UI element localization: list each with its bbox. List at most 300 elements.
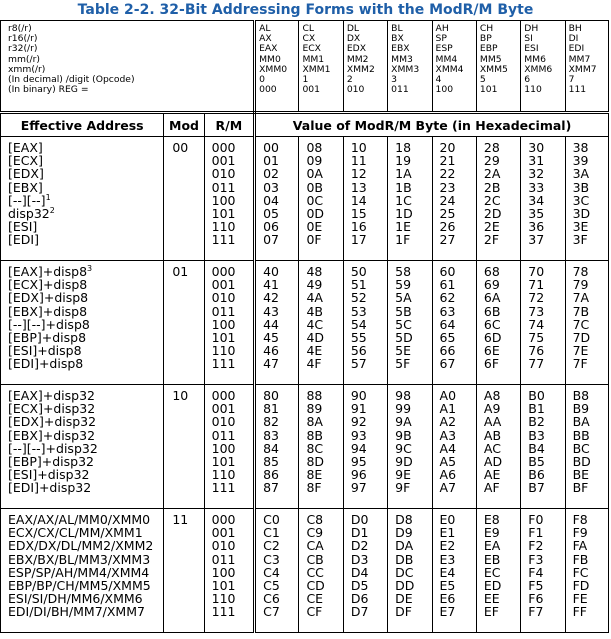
hex-value: 3C [572, 192, 590, 208]
rm-value: 010 [211, 166, 236, 182]
reg-column-entry: SP [435, 33, 447, 45]
reg-column-entry: 100 [435, 84, 454, 96]
rm-value: 010 [211, 414, 236, 430]
hex-value: 62 [439, 290, 456, 306]
hex-value: EA [483, 538, 501, 554]
hex-value: BC [572, 440, 590, 456]
hex-value: 4E [306, 343, 323, 359]
hex-value: F3 [528, 551, 544, 567]
hex-value: 5A [395, 290, 412, 306]
hex-value: A0 [439, 388, 457, 403]
reg-column-entry: BX [391, 33, 404, 45]
hex-value: C3 [263, 551, 280, 567]
hex-value: 33 [528, 179, 545, 195]
hex-value: 2E [483, 219, 500, 235]
hex-value: A3 [439, 427, 457, 443]
hex-value: 28 [483, 140, 500, 155]
hex-value: E2 [439, 538, 456, 554]
rm-value: 111 [211, 356, 236, 372]
hex-value: 4A [306, 290, 323, 306]
reg-column-entry: AH [435, 23, 449, 34]
reg-column-entry: EAX [259, 43, 278, 55]
hex-value: 4B [306, 303, 323, 319]
hex-value: 6D [483, 329, 502, 345]
hex-value-column [255, 261, 299, 385]
rm-value: 111 [211, 604, 236, 620]
reg-column-entry: CX [302, 33, 316, 45]
reg-column-entry: XMM6 [524, 63, 553, 75]
hex-value-column [432, 261, 476, 385]
reg-column-2 [343, 21, 387, 113]
hex-value-column [343, 261, 387, 385]
hex-value-column [565, 137, 608, 261]
hex-value: 6A [483, 290, 501, 306]
rm-value: 110 [211, 343, 236, 359]
reg-column-entry: DL [346, 23, 360, 34]
address-text: [EDI]+disp8 [8, 356, 84, 372]
hex-value: 37 [528, 232, 545, 248]
hex-value: 1B [395, 179, 412, 195]
hex-value: 60 [439, 264, 456, 279]
hex-value: 0C [306, 192, 324, 208]
reg-column-entry: AX [259, 33, 272, 45]
hex-value: 67 [439, 356, 456, 372]
hex-value: 44 [263, 316, 279, 332]
hex-value: 91 [350, 401, 367, 417]
hex-value: 75 [528, 329, 545, 345]
hex-value: 4C [306, 316, 324, 332]
hex-value-column [388, 509, 432, 633]
hex-value: 58 [395, 264, 412, 279]
hex-value: F8 [572, 512, 588, 527]
hex-value: 09 [306, 153, 323, 169]
hex-value: 5F [395, 356, 411, 372]
hex-value: 86 [263, 467, 279, 483]
address-text: [ECX]+disp32 [8, 401, 96, 417]
hex-value: 9A [395, 414, 412, 430]
hex-value: 85 [263, 453, 279, 469]
mod-block-00 [1, 137, 609, 261]
hex-value: C9 [306, 525, 324, 541]
hex-value: 76 [528, 343, 545, 359]
reg-column-4 [432, 21, 476, 113]
address-text: [EBX]+disp32 [8, 427, 96, 443]
hex-value: DF [395, 604, 412, 620]
reg-column-6 [521, 21, 565, 113]
hex-value: 0D [306, 205, 325, 221]
rm-value: 011 [211, 551, 236, 567]
reg-column-entry: 3 [391, 74, 398, 86]
reg-column-1 [299, 21, 343, 113]
effective-address [8, 605, 163, 618]
hex-value-column [432, 509, 476, 633]
address-text: ESP/SP/AH/MM4/XMM4 [8, 564, 150, 580]
hex-value: 54 [350, 316, 367, 332]
rm-value: 100 [211, 564, 236, 580]
hex-value: D4 [350, 564, 369, 580]
operand-legend-line: xmm(/r) [8, 63, 46, 75]
reg-column-entry: MM5 [479, 53, 502, 65]
operand-legend-line: (In decimal) /digit (Opcode) [8, 74, 135, 86]
hex-value: C6 [263, 591, 280, 607]
hex-value: 73 [528, 303, 545, 319]
hex-value-column [432, 385, 476, 509]
mod-cell [164, 261, 204, 385]
hex-value: CC [306, 564, 324, 580]
hex-value: FE [572, 591, 588, 607]
effective-address-header: Effective Address [1, 113, 164, 137]
hex-value: BE [572, 467, 590, 483]
hex-value: 16 [350, 219, 367, 235]
hex-value: 3A [572, 166, 590, 182]
hex-value: A6 [439, 467, 457, 483]
reg-column-entry: BH [568, 23, 582, 34]
hex-value: CB [306, 551, 324, 567]
reg-column-entry: XMM3 [391, 63, 420, 75]
hex-value: 7D [572, 329, 591, 345]
reg-column-0 [255, 21, 299, 113]
reg-column-7 [565, 21, 608, 113]
footnote-marker: 2 [49, 205, 55, 215]
hex-value: B3 [528, 427, 545, 443]
hex-value: E8 [483, 512, 500, 527]
hex-value: CD [306, 577, 325, 593]
hex-value: B9 [572, 401, 590, 417]
hex-value: 1F [395, 232, 411, 248]
hex-value-column [476, 261, 520, 385]
hex-value: 34 [528, 192, 545, 208]
hex-value: D0 [350, 512, 369, 527]
hex-value: BA [572, 414, 590, 430]
hex-value: 22 [439, 166, 456, 182]
reg-column-entry: MM7 [568, 53, 591, 65]
hex-value: 65 [439, 329, 456, 345]
hex-value: 29 [483, 153, 500, 169]
hex-value: 3B [572, 179, 590, 195]
hex-value: E6 [439, 591, 456, 607]
reg-column-entry: 5 [479, 74, 486, 86]
operand-legend-line: r8(/r) [8, 23, 32, 34]
hex-value: 50 [350, 264, 367, 279]
reg-column-entry: XMM1 [302, 63, 331, 75]
hex-value: 6C [483, 316, 501, 332]
reg-column-entry: ECX [302, 43, 321, 55]
hex-value: 35 [528, 205, 545, 221]
hex-value: 6E [483, 343, 500, 359]
hex-value: 71 [528, 277, 545, 293]
hex-value: 41 [263, 277, 279, 293]
reg-column-entry: MM1 [302, 53, 325, 65]
hex-value: 66 [439, 343, 456, 359]
hex-value-column [388, 137, 432, 261]
rm-value: 001 [211, 277, 236, 293]
hex-value: EE [483, 591, 500, 607]
reg-column-entry: SI [524, 33, 533, 45]
reg-column-entry: MM6 [524, 53, 546, 65]
address-text: EBX/BX/BL/MM3/XMM3 [8, 551, 151, 567]
hex-value-column [343, 509, 387, 633]
hex-value: 99 [395, 401, 412, 417]
reg-column-entry: 111 [568, 84, 587, 96]
reg-column-entry: 1 [302, 74, 309, 86]
hex-value: A2 [439, 414, 457, 430]
rm-header: R/M [204, 113, 254, 137]
hex-value: 02 [263, 166, 279, 182]
hex-value: 94 [350, 440, 367, 456]
rm-cell [204, 385, 254, 509]
hex-value: 9E [395, 467, 412, 483]
reg-column-entry: XMM2 [346, 63, 375, 75]
effective-address-cell [1, 509, 164, 633]
hex-value: 92 [350, 414, 367, 430]
hex-value: 8B [306, 427, 323, 443]
hex-value: C7 [263, 604, 280, 620]
hex-value: 25 [439, 205, 456, 221]
address-text: disp32 [8, 205, 50, 221]
hex-value: 3E [572, 219, 589, 235]
reg-column-entry: EDX [346, 43, 366, 55]
hex-value: D7 [350, 604, 369, 620]
hex-value: FD [572, 577, 590, 593]
address-text: ESI/SI/DH/MM6/XMM6 [8, 591, 143, 607]
hex-value: A5 [439, 453, 457, 469]
reg-column-entry: DI [568, 33, 579, 45]
reg-column-entry: 0 [259, 74, 265, 86]
reg-column-entry: MM0 [259, 53, 281, 65]
address-text: [ECX]+disp8 [8, 277, 88, 293]
hex-value: C8 [306, 512, 324, 527]
hex-value: 87 [263, 480, 279, 496]
hex-value-column [521, 385, 565, 509]
address-text: [EBX]+disp8 [8, 303, 88, 319]
hex-value: 96 [350, 467, 367, 483]
address-text: [EAX]+disp8 [8, 264, 88, 279]
hex-value: 5D [395, 329, 413, 345]
hex-value: E1 [439, 525, 456, 541]
hex-value: 11 [350, 153, 367, 169]
hex-value: D5 [350, 577, 369, 593]
hex-value: 81 [263, 401, 279, 417]
hex-value-column [521, 137, 565, 261]
effective-address-cell [1, 385, 164, 509]
hex-value: A7 [439, 480, 457, 496]
hex-value: DB [395, 551, 414, 567]
hex-value: 49 [306, 277, 323, 293]
hex-value: 56 [350, 343, 367, 359]
hex-value: B2 [528, 414, 545, 430]
mod-block-10 [1, 385, 609, 509]
effective-address-cell [1, 137, 164, 261]
address-text: [EDX]+disp32 [8, 414, 97, 430]
reg-column-entry: EBX [391, 43, 410, 55]
rm-value: 000 [211, 388, 236, 403]
hex-value: A8 [483, 388, 501, 403]
hex-value: 00 [263, 140, 279, 155]
hex-value-column [521, 261, 565, 385]
rm-value: 001 [211, 153, 236, 169]
hex-value: D6 [350, 591, 369, 607]
hex-value: F0 [528, 512, 544, 527]
modrm-table [0, 20, 609, 633]
hex-value: 20 [439, 140, 456, 155]
hex-value: 31 [528, 153, 545, 169]
rm-value: 000 [211, 264, 236, 279]
hex-value: 47 [263, 356, 279, 372]
hex-value: BB [572, 427, 590, 443]
hex-value: 59 [395, 277, 412, 293]
hex-value: CF [306, 604, 323, 620]
reg-column-entry: DX [346, 33, 361, 45]
hex-value: 1D [395, 205, 413, 221]
address-text: EBP/BP/CH/MM5/XMM5 [8, 577, 151, 593]
operand-legend-line: (In binary) REG = [8, 84, 89, 96]
hex-value-column [299, 137, 343, 261]
reg-column-entry: EBP [479, 43, 498, 55]
hex-value: 07 [263, 232, 279, 248]
address-text: [--][--]+disp8 [8, 316, 90, 332]
effective-address [8, 357, 163, 370]
mod-value: 11 [172, 512, 189, 527]
hex-value: A4 [439, 440, 457, 456]
hex-value: 61 [439, 277, 456, 293]
hex-value: 83 [263, 427, 279, 443]
hex-value: 27 [439, 232, 456, 248]
hex-value: F5 [528, 577, 544, 593]
hex-value: 9D [395, 453, 413, 469]
rm-value: 001 [211, 525, 236, 541]
hex-value: 53 [350, 303, 367, 319]
reg-column-entry: 011 [391, 84, 409, 96]
rm-value: 100 [211, 192, 236, 208]
hex-value: 70 [528, 264, 545, 279]
hex-value: 5E [395, 343, 412, 359]
address-text: [EDX]+disp8 [8, 290, 89, 306]
address-text: [ESI]+disp8 [8, 343, 82, 359]
hex-value: 63 [439, 303, 456, 319]
rm-value: 111 [211, 480, 236, 496]
hex-value: 90 [350, 388, 367, 403]
hex-value: 52 [350, 290, 367, 306]
rm-value: 000 [211, 140, 236, 155]
mod-block-11 [1, 509, 609, 633]
reg-column-5 [476, 21, 520, 113]
hex-value: 72 [528, 290, 545, 306]
hex-value: 24 [439, 192, 456, 208]
address-text: [EDX] [8, 166, 44, 182]
reg-column-entry: CL [302, 23, 314, 34]
rm-value: 110 [211, 219, 236, 235]
hex-value: FC [572, 564, 589, 580]
reg-column-entry: EDI [568, 43, 585, 55]
hex-value: 14 [350, 192, 367, 208]
hex-value: B6 [528, 467, 545, 483]
hex-value-column [476, 509, 520, 633]
hex-value-column [255, 385, 299, 509]
address-text: [EDI]+disp32 [8, 480, 92, 496]
hex-value: A1 [439, 401, 457, 417]
hex-value-column [299, 509, 343, 633]
reg-column-3 [388, 21, 432, 113]
hex-value: F7 [528, 604, 544, 620]
hex-value: D3 [350, 551, 369, 567]
rm-value: 011 [211, 427, 236, 443]
rm-value: 100 [211, 440, 236, 456]
footnote-marker: 1 [45, 192, 51, 202]
effective-address-cell [1, 261, 164, 385]
hex-value: 04 [263, 192, 279, 208]
hex-value: F1 [528, 525, 544, 541]
hex-value: EB [483, 551, 501, 567]
hex-value: 13 [350, 179, 367, 195]
address-text: [EBP]+disp8 [8, 329, 87, 345]
hex-value: 8D [306, 453, 325, 469]
reg-column-entry: CH [479, 23, 494, 34]
hex-value: D9 [395, 525, 413, 541]
hex-value: 40 [263, 264, 279, 279]
hex-value: 18 [395, 140, 412, 155]
rm-value: 010 [211, 290, 236, 306]
hex-value: 48 [306, 264, 323, 279]
hex-value: E0 [439, 512, 456, 527]
hex-value: 8F [306, 480, 322, 496]
address-text: [EDI] [8, 232, 39, 248]
hex-value: AD [483, 453, 503, 469]
hex-value-column [476, 385, 520, 509]
hex-value: AA [483, 414, 502, 430]
rm-cell [204, 137, 254, 261]
hex-value: 57 [350, 356, 367, 372]
hex-value: 98 [395, 388, 412, 403]
hex-value: 30 [528, 140, 545, 155]
hex-value: 2F [483, 232, 500, 248]
reg-column-entry: XMM0 [259, 63, 288, 75]
hex-value: B0 [528, 388, 545, 403]
hex-value: 97 [350, 480, 367, 496]
hex-value-column [476, 137, 520, 261]
hex-value: 88 [306, 388, 323, 403]
rm-value: 010 [211, 538, 236, 554]
hex-value: 08 [306, 140, 323, 155]
hex-value: 2B [483, 179, 501, 195]
hex-value: 51 [350, 277, 367, 293]
hex-value: 10 [350, 140, 367, 155]
hex-value-column [432, 137, 476, 261]
hex-value: 01 [263, 153, 279, 169]
rm-value: 001 [211, 401, 236, 417]
address-text: EDX/DX/DL/MM2/XMM2 [8, 538, 154, 554]
hex-value: 3D [572, 205, 591, 221]
hex-value: C0 [263, 512, 280, 527]
reg-column-entry: AL [259, 23, 271, 34]
hex-value: 74 [528, 316, 545, 332]
address-text: [ESI]+disp32 [8, 467, 90, 483]
operand-legend-line: r16(/r) [8, 33, 38, 45]
hex-value: 17 [350, 232, 367, 248]
effective-address [8, 233, 163, 246]
hex-value: DD [395, 577, 415, 593]
hex-value: 9C [395, 440, 412, 456]
hex-value: 0A [306, 166, 323, 182]
hex-value: FA [572, 538, 588, 554]
reg-column-entry: ESP [435, 43, 453, 55]
hex-value: 2D [483, 205, 502, 221]
hex-value: 2C [483, 192, 501, 208]
hex-value: DC [395, 564, 414, 580]
hex-value-column [388, 261, 432, 385]
hex-value: 82 [263, 414, 279, 430]
hex-value: A9 [483, 401, 501, 417]
rm-value: 000 [211, 512, 236, 527]
